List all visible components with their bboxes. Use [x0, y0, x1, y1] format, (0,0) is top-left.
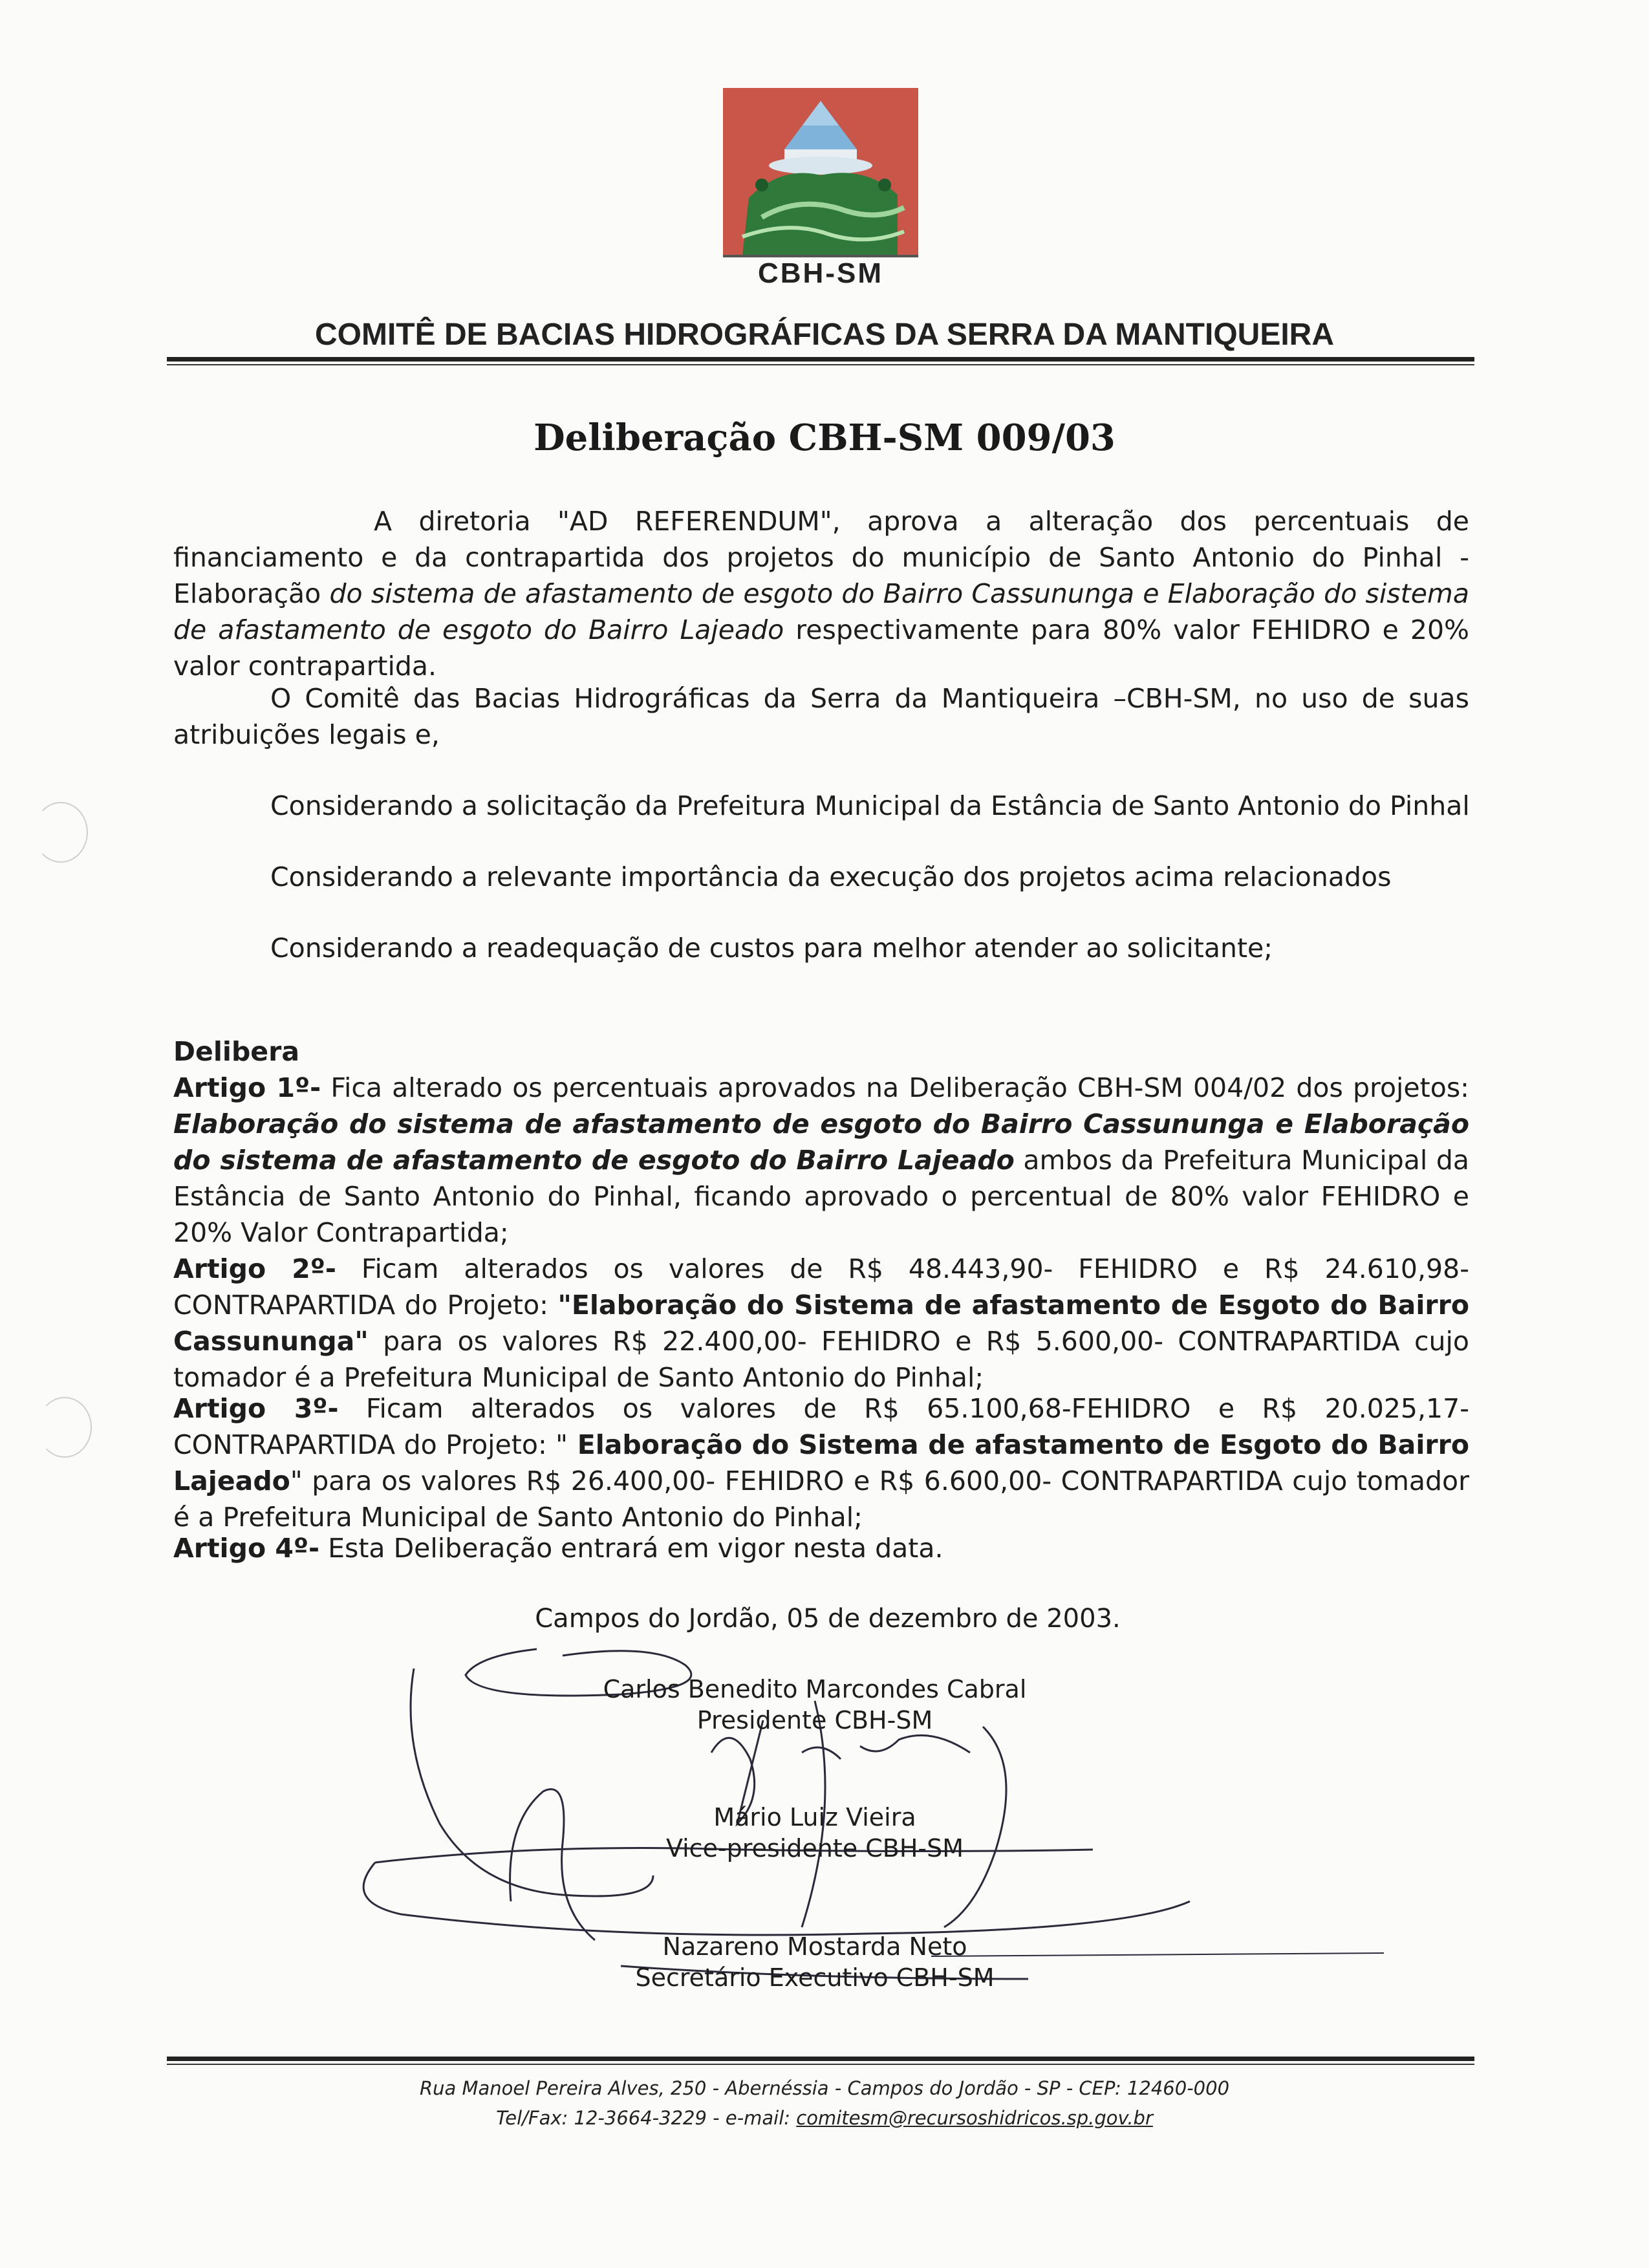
article-2-project: "Elaboração do Sistema de afastamento de Esgoto do Bairro Cassununga"	[173, 1290, 1469, 1357]
signatory-2-role: Vice-presidente CBH-SM	[665, 1834, 964, 1863]
document-title: Deliberação CBH-SM 009/03	[534, 416, 1116, 459]
considerando-1: Considerando a solicitação da Prefeitura Municipal da Estância de Santo Antonio do Pinhal	[270, 790, 1470, 821]
signatory-1-role: Presidente CBH-SM	[696, 1706, 933, 1734]
signatory-1-name: Carlos Benedito Marcondes Cabral	[603, 1675, 1027, 1703]
article-2-label: Artigo 2º-	[173, 1253, 336, 1284]
article-3-project: Elaboração do Sistema de afastamento de Esgoto do Bairro Lajeado	[173, 1429, 1469, 1496]
intro-projects: do sistema de afastamento de esgoto do Bairro Cassununga e Elaboração do sistema de afastamento de esgoto do Bairro Lajeado	[173, 578, 1470, 645]
header-rule	[167, 357, 1474, 362]
article-3-end: " para os valores R$ 26.400,00- FEHIDRO e R$ 6.600,00- CONTRAPARTIDA cujo tomador é a Prefeitura Municipal de Santo Antonio do Pinhal;	[173, 1465, 1469, 1533]
article-3	[173, 1390, 1469, 1535]
article-1	[173, 1070, 1469, 1251]
place-date: Campos do Jordão, 05 de dezembro de 2003.	[535, 1604, 1121, 1634]
intro-text: A diretoria "AD REFERENDUM", aprova a alteração dos percentuais de financiamento e da contrapartida dos projetos do município de Santo Antonio do Pinhal - Elaboração	[173, 506, 1469, 609]
article-4-text: Esta Deliberação entrará em vigor nesta data.	[319, 1533, 943, 1564]
footer-email-link[interactable]: comitesm@recursoshidricos.sp.gov.br	[796, 2107, 1153, 2129]
punch-hole-mark	[38, 1397, 92, 1458]
article-4-label: Artigo 4º-	[173, 1533, 320, 1564]
considerando-2: Considerando a relevante importância da execução dos projetos acima relacionados	[270, 861, 1392, 892]
article-2	[173, 1251, 1469, 1396]
logo-acronym: CBH-SM	[758, 257, 883, 289]
article-3-label: Artigo 3º-	[173, 1393, 339, 1424]
committee-name: COMITÊ DE BACIAS HIDROGRÁFICAS DA SERRA DA MANTIQUEIRA	[314, 318, 1334, 352]
footer-rule	[167, 2064, 1474, 2065]
intro-text-end: respectivamente para 80% valor FEHIDRO e 20% valor contrapartida.	[173, 614, 1469, 682]
article-1-label: Artigo 1º-	[173, 1072, 321, 1103]
article-1-projects: Elaboração do sistema de afastamento de esgoto do Bairro Cassununga e Elaboração do sistema de afastamento de esgoto do Bairro Lajeado	[173, 1108, 1469, 1176]
header-rule	[167, 364, 1474, 365]
footer-address: Rua Manoel Pereira Alves, 250 - Abernéssia - Campos do Jordão - SP - CEP: 12460-000	[419, 2077, 1230, 2099]
punch-hole-mark	[34, 802, 88, 863]
intro-paragraph	[173, 503, 1469, 684]
footer-contact	[168, 2107, 1481, 2129]
article-2-end: para os valores R$ 22.400,00- FEHIDRO e R$ 5.600,00- CONTRAPARTIDA cujo tomador é a Prefeitura Municipal de Santo Antonio do Pinhal;	[173, 1326, 1469, 1393]
signatory-2-name: Mário Luiz Vieira	[713, 1803, 916, 1831]
footer-rule	[167, 2057, 1474, 2061]
article-2-text: Ficam alterados os valores de R$ 48.443,90- FEHIDRO e R$ 24.610,98- CONTRAPARTIDA do Projeto:	[173, 1253, 1470, 1321]
article-1-text: Fica alterado os percentuais aprovados na Deliberação CBH-SM 004/02 dos projetos:	[321, 1072, 1469, 1103]
footer-phone: Tel/Fax: 12-3664-3229 - e-mail:	[496, 2107, 797, 2129]
signatory-3-role: Secretário Executivo CBH-SM	[635, 1963, 995, 1992]
delibera-heading: Delibera	[173, 1036, 299, 1067]
article-3-text: Ficam alterados os valores de R$ 65.100,68-FEHIDRO e R$ 20.025,17- CONTRAPARTIDA do Projeto: "	[173, 1393, 1469, 1460]
considerando-3: Considerando a readequação de custos para melhor atender ao solicitante;	[270, 933, 1273, 964]
signatory-3-name: Nazareno Mostarda Neto	[662, 1932, 967, 1961]
article-1-end: ambos da Prefeitura Municipal da Estância de Santo Antonio do Pinhal, ficando aprovado o percentual de 80% valor FEHIDRO e 20% Valor Contrapartida;	[173, 1145, 1469, 1248]
article-4	[173, 1530, 1469, 1566]
committee-paragraph: O Comitê das Bacias Hidrográficas da Serra da Mantiqueira –CBH-SM, no uso de suas atribuições legais e,	[173, 683, 1469, 750]
